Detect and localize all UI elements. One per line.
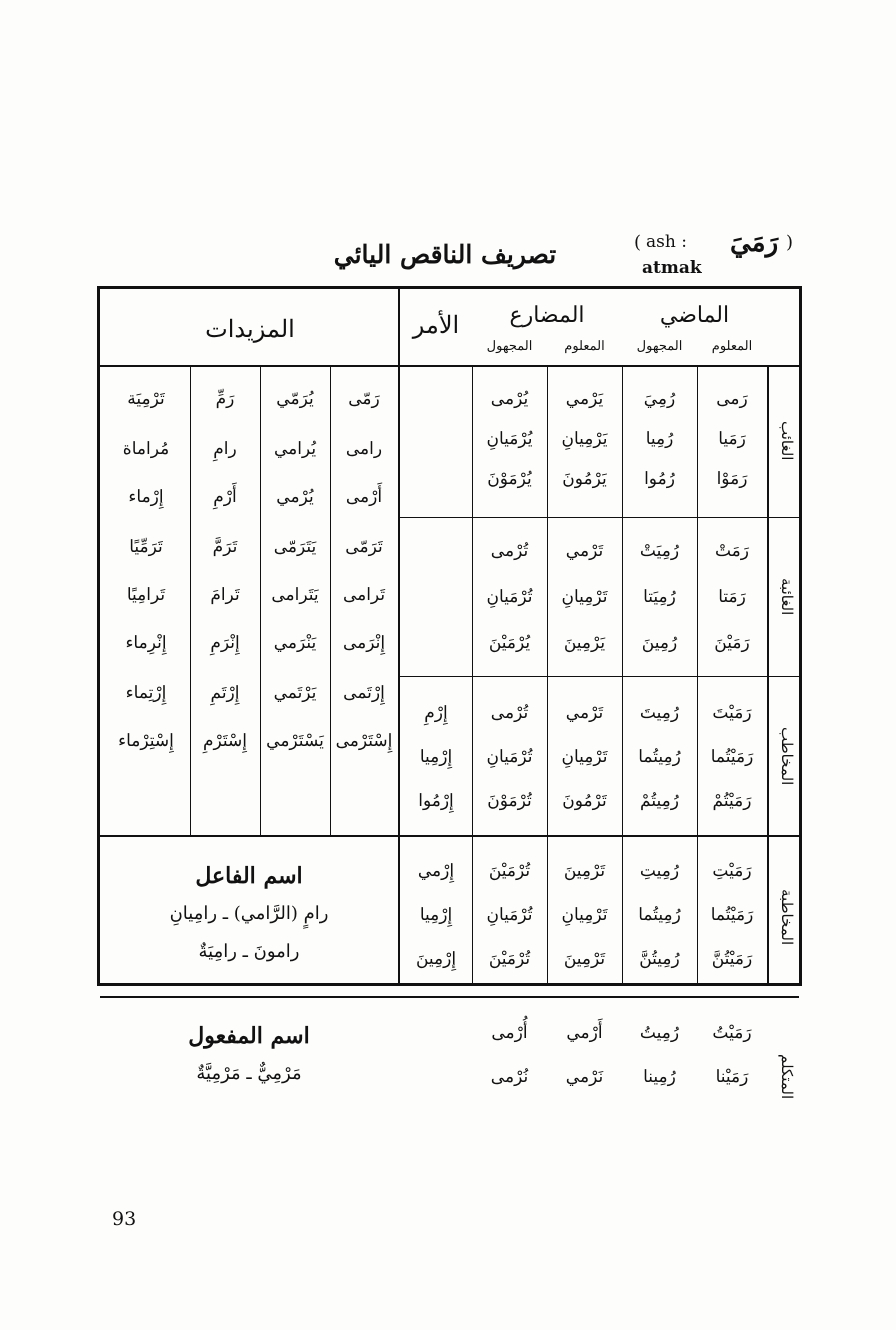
cell: تُرْمَيانِ [486, 747, 533, 767]
cell: إِرْمُوا [418, 791, 454, 811]
cell: رَمَيْتُنَّ [711, 949, 753, 969]
side-label-mukhataba: المخاطبة [778, 888, 796, 946]
cell: إِسْتِرْماء [118, 731, 174, 751]
cell: رُمِينا [643, 1067, 676, 1087]
cell: رَمَتْ [714, 541, 749, 561]
cell: تُرْمَيْنَ [488, 861, 531, 881]
header-mudari-majhul: المجهول [486, 339, 533, 354]
cell: أَرْمي [566, 1023, 603, 1043]
cell: رامى [345, 439, 383, 459]
cell: رَمَوْا [716, 469, 748, 489]
cell: تَرْمي [565, 703, 604, 723]
cell: أُرْمى [491, 1023, 528, 1043]
cell: يَتَرامى [271, 585, 319, 605]
ism-fail-line1: رامٍ (الرَّامي) ـ رامِيانِ [169, 903, 329, 924]
header-madi-maloom: المعلوم [711, 339, 753, 354]
cell: رُمِيتَ [639, 703, 680, 723]
cell: رَمِّ [215, 389, 235, 409]
cell: رَمَتا [718, 587, 746, 607]
cell: رَمَيْتُ [712, 1023, 752, 1043]
page-title: تصريف الناقص اليائي [333, 240, 557, 269]
cell: رَمَيْتُمْ [712, 791, 752, 811]
cell: إِرْمِينَ [415, 949, 457, 969]
header-amr: الأمر [412, 311, 460, 339]
cell: رُمِيَ [643, 389, 676, 409]
conjugation-table [97, 286, 802, 1100]
cell: رَمَيْتُما [710, 905, 754, 925]
side-label-ghaib: الغائب [778, 421, 796, 461]
cell: يُرْمى [490, 389, 529, 409]
cell: نَرْمي [565, 1067, 604, 1087]
header-madi: الماضي [659, 303, 730, 328]
header-mudari-maloom: المعلوم [564, 339, 605, 354]
cell: أَرْمى [345, 487, 383, 507]
cell: رُمِيا [645, 429, 674, 449]
root-word: رَمَيَ [730, 228, 779, 258]
cell: تُرْمَيْنَ [488, 949, 531, 969]
cell: رَمّى [348, 389, 380, 409]
cell: تَرامَ [210, 585, 240, 605]
cell: تُرْمَيانِ [486, 587, 533, 607]
cell: رُمِيتُمْ [640, 791, 679, 811]
cell: رَمَيْتُما [710, 747, 754, 767]
cell: يَسْتَرْمي [266, 731, 324, 751]
ism-maful-line1: مَرْمِيٌّ ـ مَرْمِيَّةٌ [196, 1063, 302, 1084]
ism-fail-line2: رامونَ ـ رامِيَةٌ [198, 941, 300, 962]
cell: رَمَيْنا [715, 1067, 749, 1087]
cell: إِرْمي [417, 861, 455, 881]
cell: تَرْمِيانِ [561, 747, 608, 767]
cell: إِرْماء [128, 487, 164, 507]
header-madi-majhul: المجهول [636, 339, 683, 354]
cell: تَرْمِيَة [127, 389, 165, 409]
side-label-ghaiba: الغائبة [778, 578, 796, 616]
cell: إِرْتَمِ [210, 683, 240, 703]
cell: رَمى [716, 389, 748, 409]
cell: يُرامي [273, 439, 317, 459]
header-mazid: المزيدات [205, 315, 295, 343]
cell: رُمِيتُما [638, 747, 681, 767]
cell: إِرْمِيا [419, 905, 453, 925]
cell: إِرْمِ [424, 703, 448, 723]
cell: أَرْمِ [213, 487, 237, 507]
root-close-paren: ) [786, 232, 794, 253]
root-meaning: atmak [642, 258, 702, 278]
cell: إِنْرَمى [342, 633, 386, 653]
cell: رُمِيتُ [639, 1023, 680, 1043]
cell: تَرْمي [565, 541, 604, 561]
cell: رامِ [213, 439, 237, 459]
cell: يَرْمِينَ [563, 633, 606, 653]
cell: نُرْمى [490, 1067, 529, 1087]
cell: يُرْمَيانِ [486, 429, 533, 449]
cell: يَنْرَمي [273, 633, 317, 653]
cell: إِرْتَمى [343, 683, 385, 703]
cell: تَرْمِينَ [563, 861, 606, 881]
cell: رُمُوا [644, 469, 675, 489]
cell: رُمِيتُنَّ [639, 949, 680, 969]
cell: يُرْمَوْنَ [487, 469, 532, 489]
cell: تَرْمِينَ [563, 949, 606, 969]
cell: تَرَمّى [345, 537, 383, 557]
cell: رَمَيْنَ [714, 633, 750, 653]
cell: مُراماة [122, 439, 170, 459]
ism-maful-title: اسم المفعول [188, 1023, 310, 1049]
cell: تَرَمِّيًا [129, 537, 163, 557]
cell: تَرَمَّ [212, 537, 238, 557]
cell: يُرْمَيْنَ [488, 633, 531, 653]
side-label-mukhatab: المخاطب [778, 726, 796, 786]
cell: رَمَيْتَ [712, 703, 752, 723]
cell: رُمِيَتا [643, 587, 676, 607]
root-open-paren: ( [634, 232, 642, 253]
cell: يُرَمّي [276, 389, 314, 409]
cell: تُرْمى [490, 541, 529, 561]
cell: تُرْمى [490, 703, 529, 723]
cell: رَمَيا [718, 429, 746, 449]
cell: تَرْمِيانِ [561, 587, 608, 607]
cell: إِنْرِماء [125, 633, 167, 653]
cell: إِسْتَرْمى [335, 731, 393, 751]
cell: رُمِيتُما [638, 905, 681, 925]
cell: يَتَرَمّى [273, 537, 317, 557]
root-entry [630, 228, 800, 278]
page-number: 93 [112, 1208, 137, 1230]
cell: تَرْمُونَ [562, 791, 607, 811]
header-mudari: المضارع [509, 303, 585, 328]
cell: إِرْتِماء [125, 683, 167, 703]
cell: يَرْمي [565, 389, 604, 409]
cell: رُمِيتِ [639, 861, 680, 881]
side-label-mutakallim: المتكلم [778, 1054, 796, 1100]
cell: يَرْتَمي [273, 683, 317, 703]
cell: إِسْتَرْمِ [202, 731, 247, 751]
cell: إِرْمِيا [419, 747, 453, 767]
cell: تُرْمَيانِ [486, 905, 533, 925]
cell: إِنْرَمِ [210, 633, 240, 653]
root-label: ash : [646, 232, 687, 252]
cell: يَرْمُونَ [562, 469, 607, 489]
header-divider [100, 365, 799, 367]
ism-fail-title: اسم الفاعل [195, 863, 303, 889]
cell: رَمَيْتِ [712, 861, 752, 881]
cell: تُرْمَوْنَ [487, 791, 532, 811]
cell: يُرْمي [276, 487, 314, 507]
cell: تَرْمِيانِ [561, 905, 608, 925]
cell: تَرامى [342, 585, 386, 605]
cell: يَرْمِيانِ [561, 429, 608, 449]
cell: رُمِينَ [641, 633, 678, 653]
cell: رُمِيَتْ [639, 541, 680, 561]
cell: تَرامِيًا [126, 585, 166, 605]
